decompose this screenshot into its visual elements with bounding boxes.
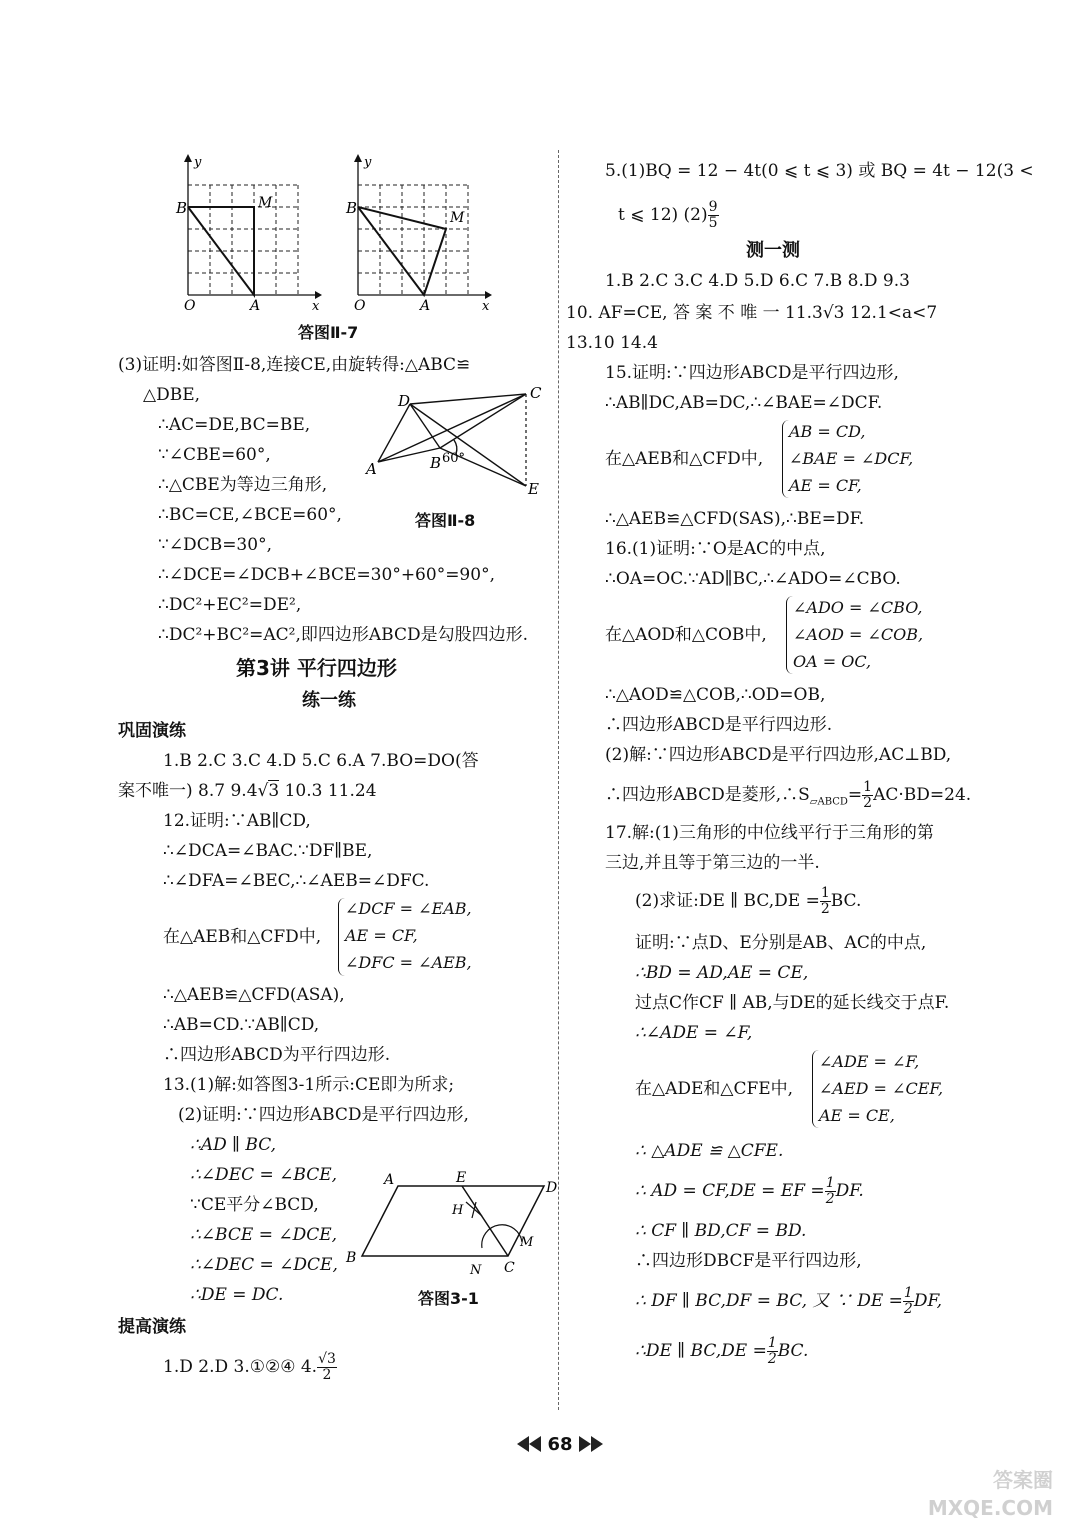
fraction-den: 2 — [322, 1367, 332, 1383]
fraction-num: 1 — [820, 885, 830, 901]
svg-text:x: x — [482, 299, 490, 314]
proof-16-c: ∴△AOD≌△COB,∴OD=OB, — [605, 685, 826, 705]
proof-17-d: ∴BD = AD,AE = CE, — [635, 963, 809, 983]
svg-text:B: B — [346, 1250, 357, 1266]
proof-13-g: ∴DE = DC. — [190, 1285, 284, 1305]
fraction-num: 1 — [863, 779, 873, 795]
area-subscript: ▱ABCD — [809, 796, 848, 808]
proof-16-d: ∴四边形ABCD是平行四边形. — [605, 715, 833, 735]
proof-13-b: ∴AD ∥ BC, — [190, 1135, 276, 1155]
proof-17-j: ∴ CF ∥ BD,CF = BD. — [635, 1221, 807, 1241]
svg-text:C: C — [504, 1260, 515, 1276]
svg-text:A: A — [420, 298, 431, 314]
proof-13-f: ∴∠DEC = ∠DCE, — [190, 1255, 338, 1275]
proof-15-c: ∴△AEB≌△CFD(SAS),∴BE=DF. — [605, 509, 865, 529]
left-proof-line-2: △DBE, — [143, 385, 201, 405]
proof-12-b: ∴∠DFA=∠BEC,∴∠AEB=∠DFC. — [163, 871, 430, 891]
proof-17-k: ∴四边形DBCF是平行四边形, — [635, 1251, 862, 1271]
proof-16: 16.(1)证明:∵O是AC的中点, — [605, 539, 826, 559]
proof-15-a: ∴AB∥DC,AB=DC,∴∠BAE=∠DCF. — [605, 393, 883, 413]
proof-17-i-pre: ∴ AD = CF,DE = EF = — [635, 1181, 825, 1201]
left-proof-line-3: ∴AC=DE,BC=BE, — [158, 415, 311, 435]
answers-line-2-sqrt: 3 — [268, 781, 280, 801]
svg-text:M: M — [450, 210, 465, 226]
page-number: 68 — [547, 1433, 573, 1455]
test-answers-2: 10. AF=CE, 答 案 不 唯 一 11.3√3 12.1<a<7 — [566, 303, 938, 323]
heading-improve: 提高演练 — [118, 1317, 186, 1337]
test-answers-1: 1.B 2.C 3.C 4.D 5.D 6.C 7.B 8.D 9.3 — [605, 271, 910, 291]
section-title: 第3讲 平行四边形 — [236, 656, 397, 680]
answers-line-1: 1.B 2.C 3.C 4.D 5.C 6.A 7.BO=DO(答 — [163, 751, 479, 771]
column-divider — [558, 150, 559, 1410]
test-title: 测一测 — [746, 240, 800, 261]
proof-12-a: ∴∠DCA=∠BAC.∵DF∥BE, — [163, 841, 373, 861]
fraction-9-over-5 — [708, 200, 719, 231]
proof-15-b: 在△AEB和△CFD中, — [605, 449, 764, 469]
proof-13-c: ∴∠DEC = ∠BCE, — [190, 1165, 338, 1185]
left-proof-line-8: ∴∠DCE=∠DCB+∠BCE=30°+60°=90°, — [158, 565, 495, 585]
right-q5-line-2 — [618, 200, 719, 231]
answers-line-2 — [118, 780, 377, 802]
svg-text:A: A — [250, 298, 261, 314]
proof-13: 13.(1)解:如答图3-1所示:CE即为所求; — [163, 1075, 455, 1095]
proof-16-e: (2)解:∵四边形ABCD是平行四边形,AC⊥BD, — [605, 745, 952, 765]
proof-15-sys-3: AE = CF, — [789, 476, 862, 495]
fraction-den: 2 — [903, 1301, 913, 1317]
svg-text:M: M — [258, 195, 273, 211]
svg-text:60°: 60° — [442, 451, 466, 466]
fraction-sqrt3-over-2 — [317, 1352, 337, 1383]
caption-3-1: 答图3-1 — [418, 1289, 479, 1308]
proof-16-sys-1: ∠ADO = ∠CBO, — [793, 598, 923, 617]
fraction-den: 2 — [820, 901, 830, 917]
arrow-left-icon — [515, 1435, 543, 1453]
svg-text:C: C — [530, 384, 542, 402]
svg-text:A: A — [366, 460, 377, 478]
svg-text:B: B — [430, 454, 442, 472]
fraction-den: 5 — [708, 215, 718, 231]
proof-17-h: ∴ △ADE ≌ △CFE. — [635, 1141, 784, 1161]
fraction-num: √3 — [318, 1351, 336, 1367]
proof-13-e: ∴∠BCE = ∠DCE, — [190, 1225, 338, 1245]
caption-ii7: 答图Ⅱ-7 — [298, 323, 359, 342]
answers-line-2-post: 10.3 11.24 — [279, 781, 377, 801]
proof-12-e: ∴AB=CD.∵AB∥CD, — [163, 1015, 320, 1035]
proof-12-sys-2: AE = CF, — [345, 926, 418, 945]
proof-17-l — [635, 1286, 942, 1317]
proof-17-e: 过点C作CF ∥ AB,与DE的延长线交于点F. — [635, 993, 950, 1013]
left-proof-line-4: ∵∠CBE=60°, — [158, 445, 271, 465]
sqrt-sign: √ — [257, 781, 269, 801]
fraction-half — [862, 780, 873, 811]
brace-15 — [782, 420, 789, 498]
proof-16-a: ∴OA=OC.∵AD∥BC,∴∠ADO=∠CBO. — [605, 569, 901, 589]
proof-17-i — [635, 1176, 864, 1207]
svg-text:D: D — [546, 1180, 558, 1196]
proof-17-a: 三边,并且等于第三边的一半. — [605, 853, 820, 873]
proof-17-l-pre: ∴ DF ∥ BC,DF = BC, 又 ∵ DE = — [635, 1291, 903, 1311]
proof-16-sys-2: ∠AOD = ∠COB, — [793, 625, 924, 644]
left-proof-line-9: ∴DC²+EC²=DE², — [158, 595, 302, 615]
svg-text:N: N — [470, 1263, 482, 1278]
figure-ii7-right — [340, 150, 500, 315]
proof-16-f — [605, 780, 971, 813]
proof-17-c: 证明:∵点D、E分别是AB、AC的中点, — [635, 933, 927, 953]
fraction-den: 2 — [825, 1191, 835, 1207]
proof-17-i-post: DF. — [835, 1181, 864, 1201]
proof-17-sys-2: ∠AED = ∠CEF, — [819, 1079, 944, 1098]
figure-3-1 — [340, 1162, 560, 1280]
left-proof-line-5: ∴△CBE为等边三角形, — [158, 475, 328, 495]
practice-subtitle: 练一练 — [302, 690, 356, 711]
proof-17-sys-1: ∠ADE = ∠F, — [819, 1052, 920, 1071]
fraction-num: 1 — [903, 1285, 913, 1301]
brace-12 — [338, 898, 345, 976]
right-q5-line-1: 5.(1)BQ = 12 − 4t(0 ⩽ t ⩽ 3) 或 BQ = 4t − 12(3 < — [605, 161, 1034, 181]
proof-17-b-post: BC. — [830, 891, 862, 911]
proof-17-f: ∴∠ADE = ∠F, — [635, 1023, 753, 1043]
svg-text:E: E — [528, 480, 539, 498]
heading-consolidate: 巩固演练 — [118, 721, 186, 741]
proof-12-sys-1: ∠DCF = ∠EAB, — [345, 899, 472, 918]
proof-12-f: ∴四边形ABCD为平行四边形. — [163, 1045, 391, 1065]
svg-text:M: M — [520, 1235, 534, 1250]
arrow-right-icon — [577, 1435, 605, 1453]
proof-12-d: ∴△AEB≌△CFD(ASA), — [163, 985, 345, 1005]
left-proof-line-1: (3)证明:如答图Ⅱ-8,连接CE,由旋转得:△ABC≌ — [118, 355, 471, 375]
proof-17-sys-3: AE = CE, — [819, 1106, 895, 1125]
proof-17-b-pre: (2)求证:DE ∥ BC,DE = — [635, 891, 820, 911]
svg-text:O: O — [354, 298, 366, 314]
watermark-text: 答案圈 MXQE.COM — [927, 1468, 1053, 1520]
proof-17-g: 在△ADE和△CFE中, — [635, 1079, 794, 1099]
page-number-block — [510, 1430, 610, 1458]
figure-ii7-left — [170, 150, 330, 315]
svg-text:x: x — [312, 299, 320, 314]
proof-15-sys-1: AB = CD, — [789, 422, 866, 441]
right-q5-line-2-text: t ⩽ 12) (2) — [618, 205, 708, 225]
fraction-num: 9 — [708, 199, 718, 215]
figure-ii8 — [362, 382, 552, 502]
improve-answers — [163, 1352, 337, 1383]
proof-16-f-post: AC·BD=24. — [873, 785, 972, 805]
proof-15: 15.证明:∵四边形ABCD是平行四边形, — [605, 363, 899, 383]
fraction-half — [903, 1286, 914, 1317]
svg-text:B: B — [176, 199, 188, 217]
svg-text:E: E — [456, 1170, 467, 1186]
answers-line-2-pre: 案不唯一) 8.7 9.4 — [118, 781, 258, 801]
proof-17-m — [635, 1336, 808, 1367]
proof-17: 17.解:(1)三角形的中位线平行于三角形的第 — [605, 823, 934, 843]
proof-16-sys-3: OA = OC, — [793, 652, 872, 671]
svg-text:y: y — [364, 155, 372, 170]
proof-17-l-post: DF, — [913, 1291, 943, 1311]
fraction-num: 1 — [825, 1175, 835, 1191]
svg-text:O: O — [184, 298, 196, 314]
svg-text:A: A — [384, 1172, 395, 1188]
proof-12-sys-3: ∠DFC = ∠AEB, — [345, 953, 472, 972]
svg-text:B: B — [346, 199, 358, 217]
svg-text:H: H — [452, 1203, 464, 1218]
proof-15-sys-2: ∠BAE = ∠DCF, — [789, 449, 914, 468]
proof-13-d: ∵CE平分∠BCD, — [190, 1195, 319, 1215]
svg-text:y: y — [194, 155, 202, 170]
proof-16-f-pre: ∴四边形ABCD是菱形,∴S — [605, 785, 810, 805]
test-answers-3: 13.10 14.4 — [566, 333, 658, 353]
proof-16-b: 在△AOD和△COB中, — [605, 625, 767, 645]
proof-16-f-eq: = — [847, 785, 863, 805]
fraction-half — [767, 1336, 778, 1367]
watermark-logo — [893, 1466, 1053, 1526]
fraction-half — [820, 886, 831, 917]
fraction-half — [825, 1176, 836, 1207]
fraction-den: 2 — [767, 1351, 777, 1367]
proof-17-m-pre: ∴DE ∥ BC,DE = — [635, 1341, 767, 1361]
left-proof-line-10: ∴DC²+BC²=AC²,即四边形ABCD是勾股四边形. — [158, 625, 529, 645]
left-proof-line-6: ∴BC=CE,∠BCE=60°, — [158, 505, 342, 525]
svg-text:D: D — [398, 392, 411, 410]
brace-17 — [812, 1050, 819, 1128]
improve-answers-text: 1.D 2.D 3.①②④ 4. — [163, 1357, 318, 1377]
proof-17-m-post: BC. — [777, 1341, 809, 1361]
caption-ii8: 答图Ⅱ-8 — [415, 511, 476, 530]
proof-17-b — [635, 886, 861, 917]
fraction-den: 2 — [863, 795, 873, 811]
brace-16 — [786, 596, 793, 674]
proof-12: 12.证明:∵AB∥CD, — [163, 811, 311, 831]
fraction-num: 1 — [767, 1335, 777, 1351]
proof-13-a: (2)证明:∵四边形ABCD是平行四边形, — [178, 1105, 469, 1125]
proof-12-c: 在△AEB和△CFD中, — [163, 927, 322, 947]
left-proof-line-7: ∵∠DCB=30°, — [158, 535, 272, 555]
